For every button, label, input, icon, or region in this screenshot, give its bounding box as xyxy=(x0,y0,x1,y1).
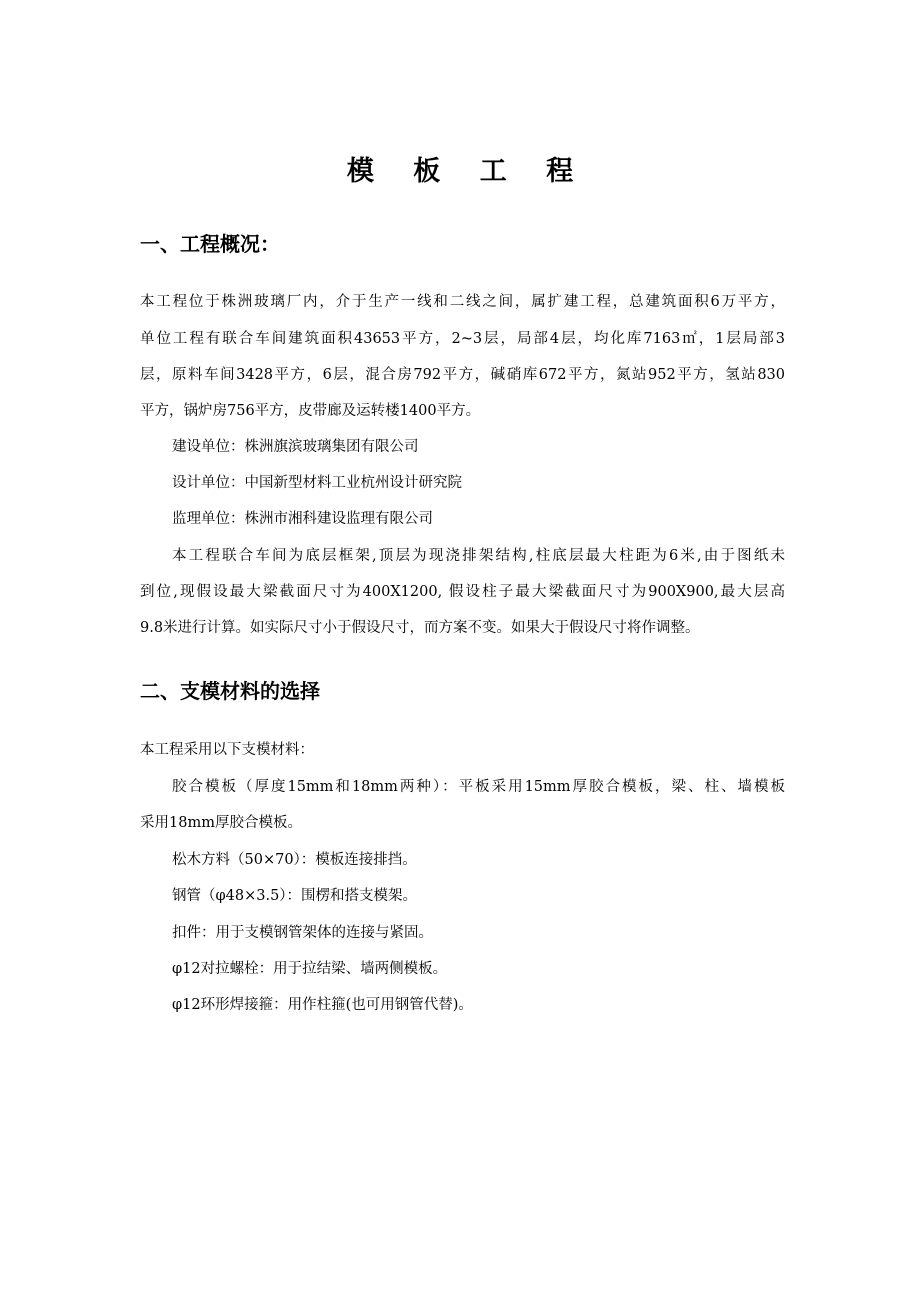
materials-intro: 本工程采用以下支模材料： xyxy=(140,742,314,758)
coupler-line: 扣件：用于支模钢管架体的连接与紧固。 xyxy=(172,925,433,941)
overview-line-4: 平方，锅炉房756平方，皮带廊及运转楼1400平方。 xyxy=(140,403,481,419)
overview-line-3: 层，原料车间3428平方，6层，混合房792平方，碱硝库672平方，氮站952平方，氢站830 xyxy=(140,367,785,383)
steel-pipe-line: 钢管（φ48×3.5）：围楞和搭支模架。 xyxy=(172,888,418,904)
overview-line-1: 本工程位于株洲玻璃厂内，介于生产一线和二线之间，属扩建工程，总建筑面积6万平方， xyxy=(140,294,785,310)
structure-line-2: 到位,现假设最大梁截面尺寸为400X1200, 假设柱子最大梁截面尺寸为900X900,最大层高 xyxy=(140,584,785,600)
section-heading-materials: 二、支模材料的选择 xyxy=(140,679,320,703)
tie-bolt-line: φ12对拉螺栓：用于拉结梁、墙两侧模板。 xyxy=(172,961,448,977)
timber-line: 松木方料（50×70）：模板连接排挡。 xyxy=(172,852,417,868)
structure-line-3: 9.8米进行计算。如实际尺寸小于假设尺寸，而方案不变。如果大于假设尺寸将作调整。 xyxy=(140,620,700,636)
plywood-line-2: 采用18mm厚胶合模板。 xyxy=(140,815,302,831)
structure-line-1: 本工程联合车间为底层框架,顶层为现浇排架结构,柱底层最大柱距为6米,由于图纸未 xyxy=(172,548,785,564)
overview-line-2: 单位工程有联合车间建筑面积43653平方，2~3层，局部4层，均化库7163㎡，1层局部3 xyxy=(140,331,785,347)
section-heading-overview: 一、工程概况： xyxy=(140,232,280,256)
designer-line: 设计单位：中国新型材料工业杭州设计研究院 xyxy=(172,475,462,491)
document-title: 模 板 工 程 xyxy=(346,156,589,187)
plywood-line-1: 胶合模板（厚度15mm和18mm两种）：平板采用15mm厚胶合模板，梁、柱、墙模板 xyxy=(172,779,785,795)
owner-line: 建设单位：株洲旗滨玻璃集团有限公司 xyxy=(172,439,419,455)
ring-hoop-line: φ12环形焊接箍：用作柱箍(也可用钢管代替)。 xyxy=(172,997,473,1013)
supervisor-line: 监理单位：株洲市湘科建设监理有限公司 xyxy=(172,511,433,527)
